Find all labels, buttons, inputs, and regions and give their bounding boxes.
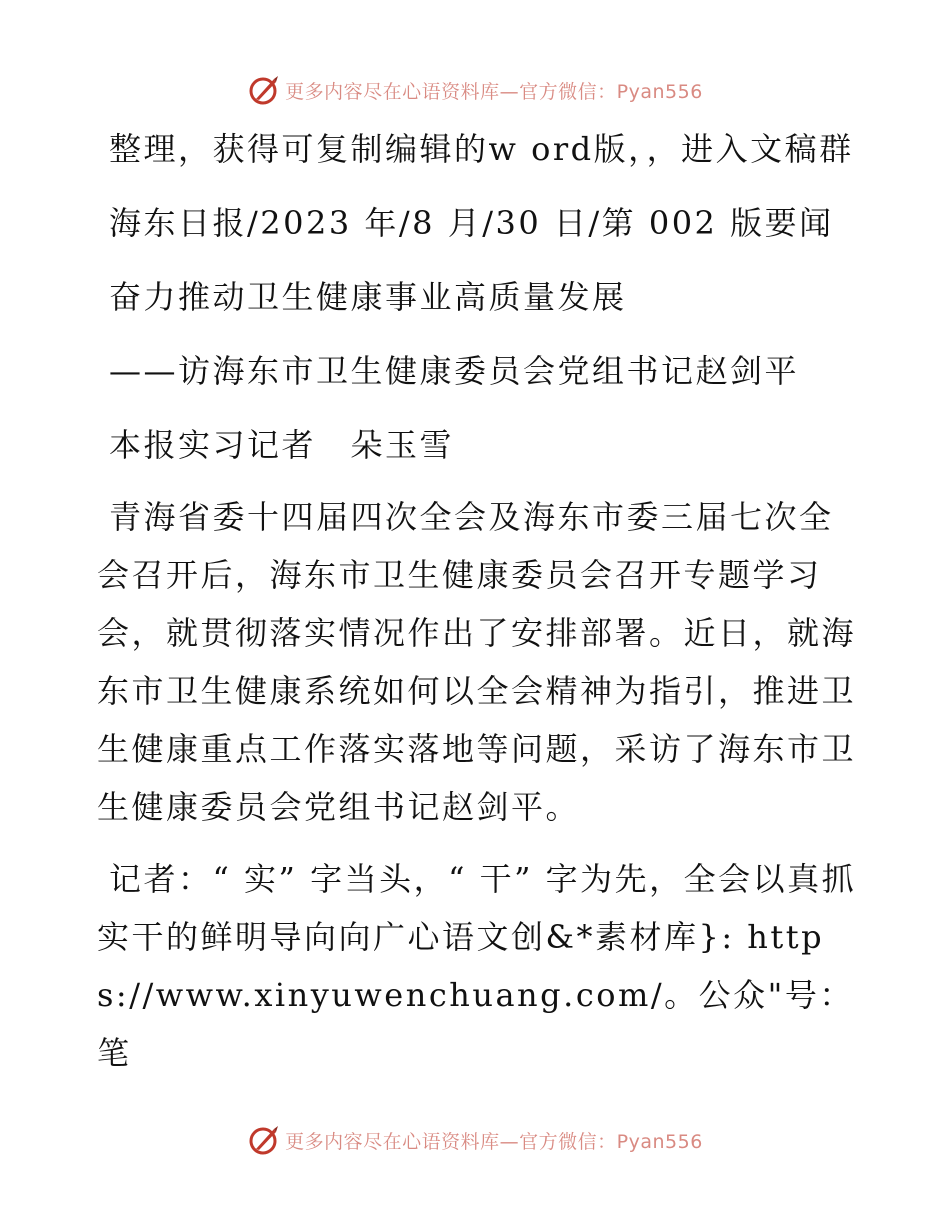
byline: 本报实习记者 朵玉雪 [109, 426, 455, 464]
document-body [97, 120, 857, 1082]
source-line: 海东日报/2023 年/8 月/30 日/第 002 版要闻 [109, 204, 834, 242]
quill-logo-icon [247, 1123, 281, 1157]
paragraph-2: 记者：“ 实” 字当头，“ 干” 字为先，全会以真抓实干的鲜明导向向广心语文创&*素材库}: https://www.xinyuwenchuang.com/。公众"号：笔 [97, 860, 857, 1072]
quill-logo-icon [247, 73, 281, 107]
footer-banner [0, 1120, 950, 1160]
paragraph-1: 青海省委十四届四次全会及海东市委三届七次全会召开后，海东市卫生健康委员会召开专题学习会，就贯彻落实情况作出了安排部署。近日，就海东市卫生健康系统如何以全会精神为指引，推进卫生健康重点工作落实落地等问题，采访了海东市卫生健康委员会党组书记赵剑平。 [97, 498, 857, 826]
banner-text: 更多内容尽在心语资料库—官方微信：Pyan556 [285, 1130, 703, 1153]
banner-text: 更多内容尽在心语资料库—官方微信：Pyan556 [285, 80, 703, 103]
header-banner [0, 70, 950, 110]
article-subtitle: ——访海东市卫生健康委员会党组书记赵剑平 [109, 352, 800, 390]
intro-text: 整理，获得可复制编辑的w ord版，，进入文稿群 [109, 130, 854, 168]
article-title: 奋力推动卫生健康事业高质量发展 [109, 278, 627, 316]
